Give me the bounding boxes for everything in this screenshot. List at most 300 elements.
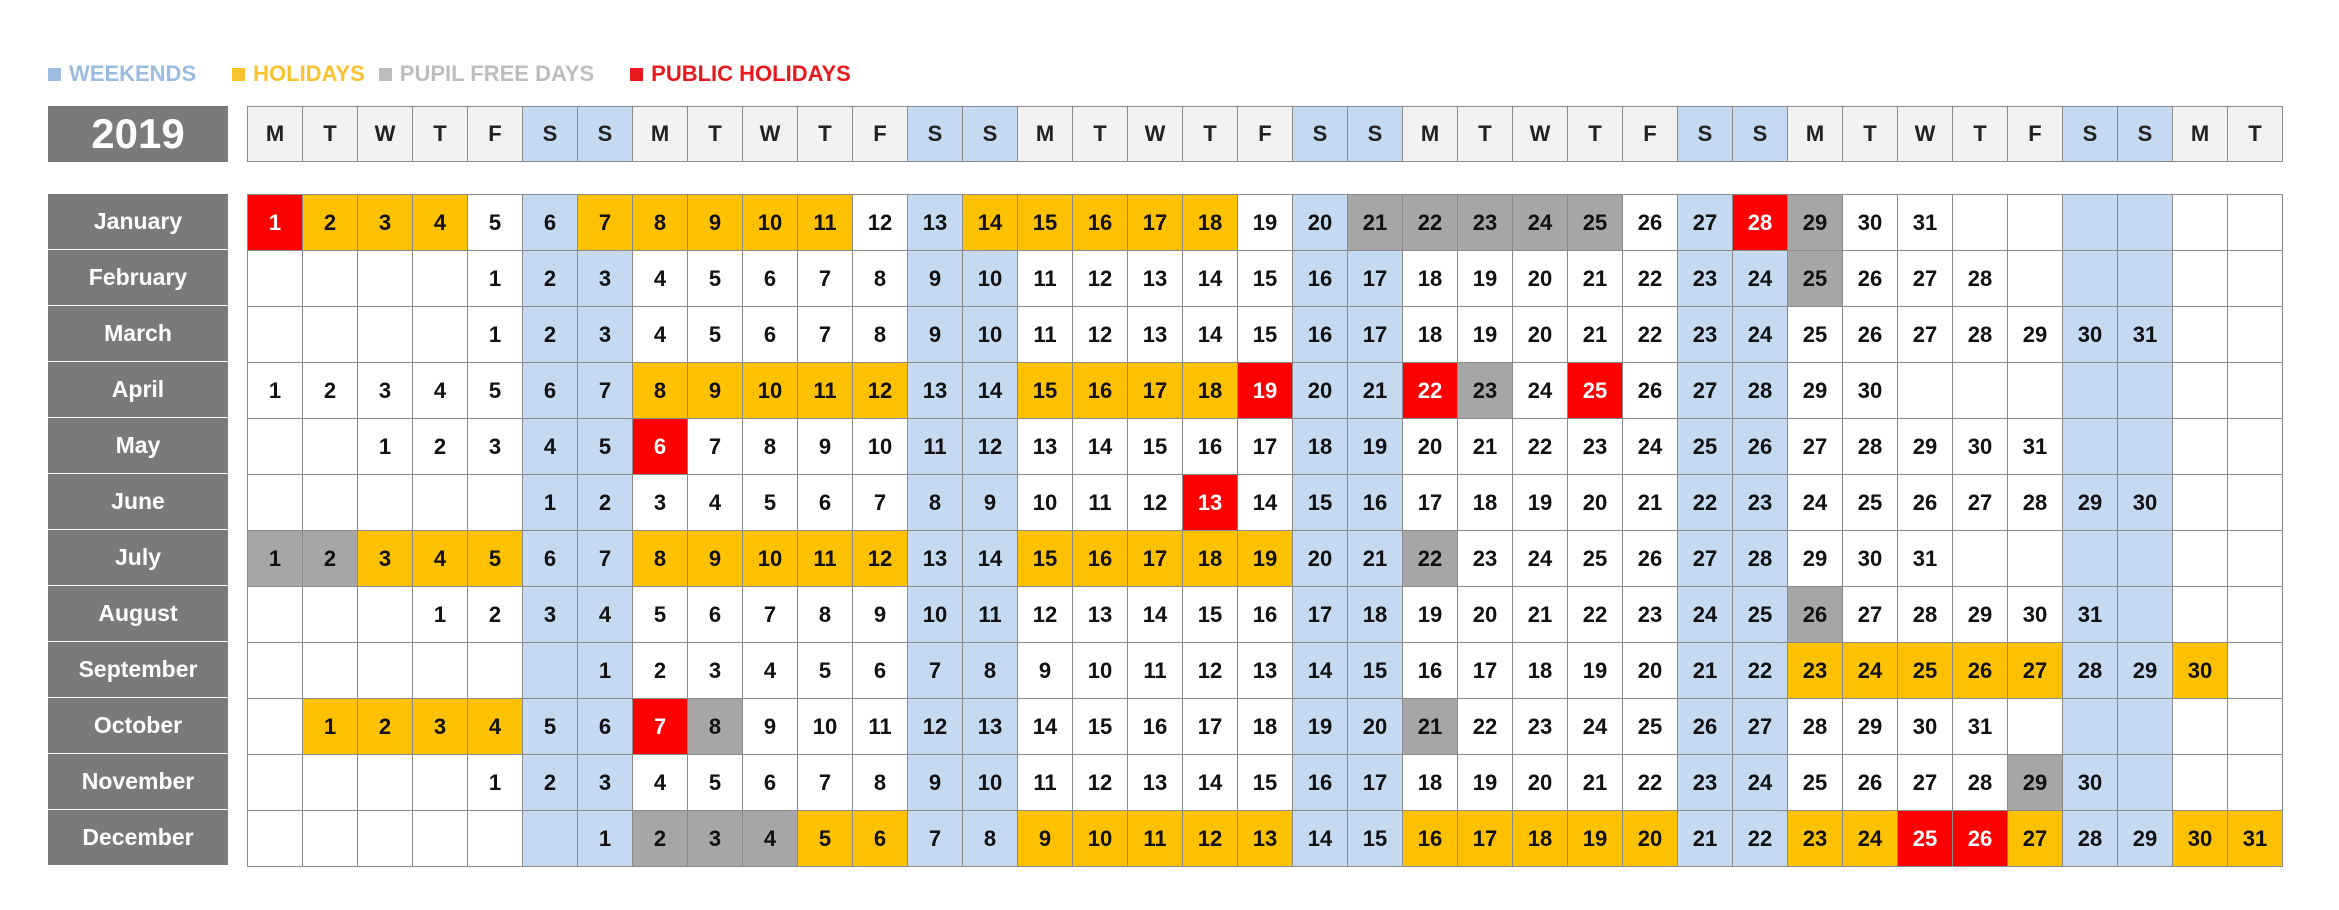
day-cell: 19 — [1458, 251, 1513, 307]
legend-swatch-public-holidays — [630, 68, 643, 81]
weekday-header-cell: S — [523, 107, 578, 162]
legend-item-weekends — [48, 61, 196, 87]
day-cell: 9 — [798, 419, 853, 475]
day-cell: 4 — [523, 419, 578, 475]
day-cell-holiday: 23 — [1788, 643, 1843, 699]
day-cell: 12 — [1073, 755, 1128, 811]
day-cell-pupil-free: 22 — [1403, 531, 1458, 587]
day-cell: 8 — [798, 587, 853, 643]
day-cell-holiday: 5 — [468, 531, 523, 587]
day-cell-holiday: 2 — [303, 195, 358, 251]
empty-cell — [358, 755, 413, 811]
empty-cell — [2173, 531, 2228, 587]
weekday-header-cell: S — [1348, 107, 1403, 162]
empty-cell — [248, 475, 303, 531]
day-cell: 10 — [798, 699, 853, 755]
calendar-grid — [247, 194, 2283, 867]
empty-cell — [2228, 195, 2283, 251]
day-cell: 12 — [1183, 643, 1238, 699]
day-cell: 27 — [1733, 699, 1788, 755]
month-label-january: January — [48, 194, 228, 250]
day-cell: 20 — [1513, 251, 1568, 307]
weekday-header-cell: M — [1403, 107, 1458, 162]
weekday-header-cell: S — [908, 107, 963, 162]
day-cell: 5 — [688, 755, 743, 811]
month-row-february — [248, 251, 2283, 307]
day-cell: 25 — [1843, 475, 1898, 531]
day-cell: 19 — [1458, 755, 1513, 811]
weekday-header-cell: T — [1073, 107, 1128, 162]
day-cell: 26 — [1898, 475, 1953, 531]
day-cell-holiday: 6 — [853, 811, 908, 867]
day-cell: 21 — [1513, 587, 1568, 643]
day-cell: 7 — [908, 643, 963, 699]
day-cell: 20 — [1513, 307, 1568, 363]
day-cell: 19 — [1238, 195, 1293, 251]
weekday-header-cell: S — [2118, 107, 2173, 162]
month-label-august: August — [48, 586, 228, 642]
day-cell: 5 — [468, 195, 523, 251]
empty-cell — [358, 307, 413, 363]
day-cell: 13 — [1238, 643, 1293, 699]
day-cell: 27 — [1678, 531, 1733, 587]
day-cell: 28 — [1788, 699, 1843, 755]
day-cell: 28 — [1843, 419, 1898, 475]
day-cell: 17 — [1348, 755, 1403, 811]
month-row-december — [248, 811, 2283, 867]
day-cell: 25 — [1733, 587, 1788, 643]
day-cell: 13 — [963, 699, 1018, 755]
day-cell: 15 — [1128, 419, 1183, 475]
day-cell-holiday: 9 — [688, 363, 743, 419]
day-cell: 5 — [688, 251, 743, 307]
day-cell: 30 — [2008, 587, 2063, 643]
day-cell: 22 — [1568, 587, 1623, 643]
day-cell: 2 — [303, 363, 358, 419]
day-cell: 2 — [468, 587, 523, 643]
empty-cell — [2008, 251, 2063, 307]
empty-cell — [2228, 251, 2283, 307]
day-cell: 20 — [1348, 699, 1403, 755]
day-cell-holiday: 19 — [1568, 811, 1623, 867]
day-cell: 11 — [1018, 251, 1073, 307]
day-cell: 2 — [523, 755, 578, 811]
empty-cell — [2118, 251, 2173, 307]
day-cell: 15 — [1238, 251, 1293, 307]
day-cell: 9 — [1018, 643, 1073, 699]
day-cell: 9 — [908, 251, 963, 307]
day-cell: 9 — [908, 755, 963, 811]
day-cell: 6 — [578, 699, 633, 755]
empty-cell — [2173, 755, 2228, 811]
day-cell: 3 — [468, 419, 523, 475]
day-cell-holiday: 25 — [1898, 643, 1953, 699]
day-cell-holiday: 12 — [853, 363, 908, 419]
empty-cell — [248, 811, 303, 867]
day-cell-pupil-free: 2 — [633, 811, 688, 867]
day-cell: 5 — [688, 307, 743, 363]
day-cell: 26 — [1843, 755, 1898, 811]
day-cell: 27 — [1953, 475, 2008, 531]
day-cell: 28 — [1898, 587, 1953, 643]
day-cell-holiday: 15 — [1018, 195, 1073, 251]
day-cell: 7 — [908, 811, 963, 867]
day-cell: 2 — [413, 419, 468, 475]
day-cell: 3 — [688, 643, 743, 699]
day-cell: 11 — [1018, 307, 1073, 363]
month-label-february: February — [48, 250, 228, 306]
empty-cell — [2063, 531, 2118, 587]
day-cell: 25 — [1788, 755, 1843, 811]
day-cell: 20 — [1458, 587, 1513, 643]
day-cell: 9 — [908, 307, 963, 363]
weekday-header-cell: S — [578, 107, 633, 162]
day-cell: 13 — [1128, 251, 1183, 307]
day-cell: 23 — [1623, 587, 1678, 643]
empty-cell — [2173, 195, 2228, 251]
empty-cell — [2228, 755, 2283, 811]
day-cell: 23 — [1678, 307, 1733, 363]
day-cell: 29 — [2118, 643, 2173, 699]
day-cell-public-holiday: 13 — [1183, 475, 1238, 531]
weekday-header-cell: M — [2173, 107, 2228, 162]
day-cell-holiday: 14 — [963, 195, 1018, 251]
month-row-june — [248, 475, 2283, 531]
day-cell: 29 — [2063, 475, 2118, 531]
day-cell: 5 — [743, 475, 798, 531]
day-cell: 16 — [1403, 643, 1458, 699]
day-cell: 29 — [1843, 699, 1898, 755]
empty-cell — [248, 755, 303, 811]
day-cell: 20 — [1513, 755, 1568, 811]
empty-cell — [2173, 307, 2228, 363]
day-cell: 21 — [1678, 811, 1733, 867]
day-cell: 10 — [963, 251, 1018, 307]
day-cell: 1 — [468, 755, 523, 811]
day-cell-holiday: 4 — [413, 195, 468, 251]
day-cell-holiday: 1 — [303, 699, 358, 755]
day-cell: 29 — [1788, 363, 1843, 419]
weekday-header-cell: W — [358, 107, 413, 162]
legend-label-public-holidays: PUBLIC HOLIDAYS — [651, 61, 851, 86]
month-label-september: September — [48, 642, 228, 698]
day-cell-holiday: 8 — [633, 531, 688, 587]
day-cell: 24 — [1788, 475, 1843, 531]
empty-cell — [2228, 587, 2283, 643]
weekday-header-cell: T — [1953, 107, 2008, 162]
day-cell: 3 — [523, 587, 578, 643]
day-cell: 12 — [853, 195, 908, 251]
day-cell: 21 — [1348, 363, 1403, 419]
day-cell-holiday: 17 — [1128, 531, 1183, 587]
day-cell: 15 — [1073, 699, 1128, 755]
day-cell: 7 — [798, 307, 853, 363]
day-cell: 29 — [2118, 811, 2173, 867]
day-cell-holiday: 10 — [1073, 811, 1128, 867]
day-cell: 26 — [1843, 251, 1898, 307]
day-cell: 31 — [1953, 699, 2008, 755]
empty-cell — [358, 587, 413, 643]
day-cell: 14 — [1183, 755, 1238, 811]
day-cell: 30 — [1898, 699, 1953, 755]
empty-cell — [358, 251, 413, 307]
day-cell: 18 — [1403, 251, 1458, 307]
day-cell: 6 — [523, 363, 578, 419]
empty-cell — [523, 811, 578, 867]
empty-cell — [303, 475, 358, 531]
day-cell: 25 — [1788, 307, 1843, 363]
day-cell: 17 — [1183, 699, 1238, 755]
day-cell-holiday: 15 — [1018, 531, 1073, 587]
empty-cell — [2118, 531, 2173, 587]
empty-cell — [2228, 419, 2283, 475]
day-cell: 9 — [853, 587, 908, 643]
day-cell: 6 — [743, 755, 798, 811]
empty-cell — [1953, 363, 2008, 419]
day-cell: 16 — [1293, 755, 1348, 811]
day-cell: 2 — [578, 475, 633, 531]
day-cell: 21 — [1568, 251, 1623, 307]
day-cell: 21 — [1568, 307, 1623, 363]
day-cell: 28 — [2063, 811, 2118, 867]
weekday-header-cell: W — [1513, 107, 1568, 162]
weekday-header-cell: T — [798, 107, 853, 162]
day-cell: 22 — [1623, 755, 1678, 811]
day-cell: 30 — [2063, 755, 2118, 811]
weekday-header-cell: M — [1018, 107, 1073, 162]
day-cell-holiday: 24 — [1843, 811, 1898, 867]
month-row-april — [248, 363, 2283, 419]
day-cell-holiday: 5 — [798, 811, 853, 867]
day-cell: 1 — [578, 643, 633, 699]
weekday-header-cell: T — [1183, 107, 1238, 162]
day-cell: 21 — [1678, 643, 1733, 699]
day-cell-pupil-free: 24 — [1513, 195, 1568, 251]
empty-cell — [303, 419, 358, 475]
day-cell: 24 — [1623, 419, 1678, 475]
day-cell: 5 — [468, 363, 523, 419]
day-cell: 22 — [1733, 811, 1788, 867]
day-cell-holiday: 30 — [2173, 643, 2228, 699]
day-cell-holiday: 10 — [743, 531, 798, 587]
day-cell-holiday: 16 — [1073, 363, 1128, 419]
day-cell: 5 — [798, 643, 853, 699]
day-cell-pupil-free: 26 — [1788, 587, 1843, 643]
empty-cell — [2173, 587, 2228, 643]
day-cell: 11 — [853, 699, 908, 755]
empty-cell — [248, 419, 303, 475]
day-cell: 24 — [1513, 363, 1568, 419]
weekday-header-cell: T — [1458, 107, 1513, 162]
legend — [48, 58, 887, 90]
day-cell: 20 — [1568, 475, 1623, 531]
day-cell: 22 — [1513, 419, 1568, 475]
weekday-header-cell: M — [1788, 107, 1843, 162]
day-cell: 16 — [1293, 307, 1348, 363]
empty-cell — [2008, 699, 2063, 755]
day-cell: 10 — [853, 419, 908, 475]
day-cell: 27 — [1898, 251, 1953, 307]
day-cell: 4 — [578, 587, 633, 643]
empty-cell — [413, 475, 468, 531]
day-cell: 12 — [1018, 587, 1073, 643]
day-cell: 4 — [688, 475, 743, 531]
empty-cell — [303, 307, 358, 363]
day-cell: 25 — [1678, 419, 1733, 475]
day-cell: 7 — [853, 475, 908, 531]
day-cell: 24 — [1733, 755, 1788, 811]
day-cell-public-holiday: 25 — [1568, 363, 1623, 419]
month-row-october — [248, 699, 2283, 755]
day-cell: 17 — [1458, 643, 1513, 699]
day-cell: 29 — [1898, 419, 1953, 475]
day-cell: 14 — [1183, 251, 1238, 307]
day-cell: 11 — [908, 419, 963, 475]
day-cell: 12 — [1073, 251, 1128, 307]
day-cell-pupil-free: 8 — [688, 699, 743, 755]
day-cell-holiday: 4 — [468, 699, 523, 755]
day-cell-holiday: 12 — [853, 531, 908, 587]
day-cell: 11 — [963, 587, 1018, 643]
day-cell: 17 — [1403, 475, 1458, 531]
day-cell-pupil-free: 21 — [1403, 699, 1458, 755]
day-cell: 8 — [853, 755, 908, 811]
day-cell: 28 — [1953, 307, 2008, 363]
day-cell-holiday: 19 — [1238, 531, 1293, 587]
day-cell: 26 — [1678, 699, 1733, 755]
month-label-july: July — [48, 530, 228, 586]
day-cell: 29 — [1953, 587, 2008, 643]
day-cell-holiday: 10 — [743, 195, 798, 251]
day-cell-pupil-free: 1 — [248, 531, 303, 587]
day-cell: 12 — [963, 419, 1018, 475]
day-cell: 18 — [1403, 755, 1458, 811]
empty-cell — [303, 643, 358, 699]
empty-cell — [358, 811, 413, 867]
day-cell: 27 — [1898, 307, 1953, 363]
day-cell-holiday: 9 — [688, 195, 743, 251]
day-cell: 13 — [1018, 419, 1073, 475]
day-cell: 13 — [1073, 587, 1128, 643]
day-cell: 4 — [633, 307, 688, 363]
empty-cell — [413, 755, 468, 811]
day-cell-pupil-free: 4 — [743, 811, 798, 867]
empty-cell — [303, 755, 358, 811]
day-cell: 9 — [963, 475, 1018, 531]
empty-cell — [2228, 363, 2283, 419]
day-cell: 13 — [908, 195, 963, 251]
day-cell: 30 — [2063, 307, 2118, 363]
weekday-header-cell: T — [2228, 107, 2283, 162]
day-cell: 22 — [1623, 251, 1678, 307]
day-cell: 22 — [1458, 699, 1513, 755]
day-cell-public-holiday: 26 — [1953, 811, 2008, 867]
weekday-header-cell: F — [1623, 107, 1678, 162]
day-cell: 26 — [1623, 363, 1678, 419]
day-cell: 27 — [1788, 419, 1843, 475]
day-cell: 28 — [2008, 475, 2063, 531]
day-cell: 11 — [1018, 755, 1073, 811]
day-cell: 7 — [798, 251, 853, 307]
empty-cell — [2173, 475, 2228, 531]
day-cell-pupil-free: 23 — [1458, 363, 1513, 419]
day-cell: 14 — [1293, 643, 1348, 699]
day-cell: 2 — [633, 643, 688, 699]
day-cell: 4 — [633, 251, 688, 307]
day-cell-public-holiday: 19 — [1238, 363, 1293, 419]
day-cell: 6 — [798, 475, 853, 531]
day-cell: 17 — [1348, 307, 1403, 363]
day-cell: 8 — [853, 251, 908, 307]
day-cell-holiday: 11 — [1128, 811, 1183, 867]
day-cell: 1 — [468, 251, 523, 307]
empty-cell — [1953, 195, 2008, 251]
weekday-header-cell: M — [633, 107, 688, 162]
month-row-november — [248, 755, 2283, 811]
day-cell: 3 — [578, 307, 633, 363]
day-cell: 20 — [1293, 531, 1348, 587]
weekday-header-cell: F — [468, 107, 523, 162]
day-cell: 7 — [798, 755, 853, 811]
day-cell-holiday: 8 — [633, 363, 688, 419]
day-cell: 25 — [1623, 699, 1678, 755]
empty-cell — [2173, 419, 2228, 475]
day-cell: 6 — [523, 531, 578, 587]
legend-item-pupil-free-days — [379, 61, 594, 87]
day-cell: 24 — [1568, 699, 1623, 755]
legend-label-weekends: WEEKENDS — [69, 61, 197, 86]
day-cell: 5 — [578, 419, 633, 475]
day-cell: 10 — [908, 587, 963, 643]
day-cell: 15 — [1238, 755, 1293, 811]
day-cell: 23 — [1678, 251, 1733, 307]
empty-cell — [248, 587, 303, 643]
day-cell: 18 — [1238, 699, 1293, 755]
day-cell: 28 — [2063, 643, 2118, 699]
legend-label-pupil-free-days: PUPIL FREE DAYS — [399, 61, 595, 86]
empty-cell — [2118, 195, 2173, 251]
day-cell: 21 — [1458, 419, 1513, 475]
weekday-header-cell: F — [2008, 107, 2063, 162]
day-cell: 6 — [688, 587, 743, 643]
empty-cell — [2008, 531, 2063, 587]
day-cell: 7 — [578, 531, 633, 587]
day-cell: 13 — [908, 363, 963, 419]
weekday-header-cell: S — [1293, 107, 1348, 162]
day-cell-public-holiday: 28 — [1733, 195, 1788, 251]
day-cell: 16 — [1183, 419, 1238, 475]
month-labels-column — [48, 194, 228, 866]
day-cell: 3 — [358, 363, 413, 419]
day-cell: 14 — [1293, 811, 1348, 867]
day-cell: 20 — [1293, 363, 1348, 419]
day-cell: 12 — [908, 699, 963, 755]
day-cell: 8 — [963, 811, 1018, 867]
day-cell: 28 — [1733, 531, 1788, 587]
day-cell: 24 — [1733, 251, 1788, 307]
day-cell: 5 — [633, 587, 688, 643]
day-cell-pupil-free: 23 — [1458, 195, 1513, 251]
day-cell: 29 — [1788, 531, 1843, 587]
day-cell: 16 — [1348, 475, 1403, 531]
day-cell: 23 — [1568, 419, 1623, 475]
empty-cell — [2228, 699, 2283, 755]
day-cell: 30 — [1843, 363, 1898, 419]
day-cell: 22 — [1678, 475, 1733, 531]
day-cell-pupil-free: 3 — [688, 811, 743, 867]
empty-cell — [303, 587, 358, 643]
empty-cell — [2063, 699, 2118, 755]
